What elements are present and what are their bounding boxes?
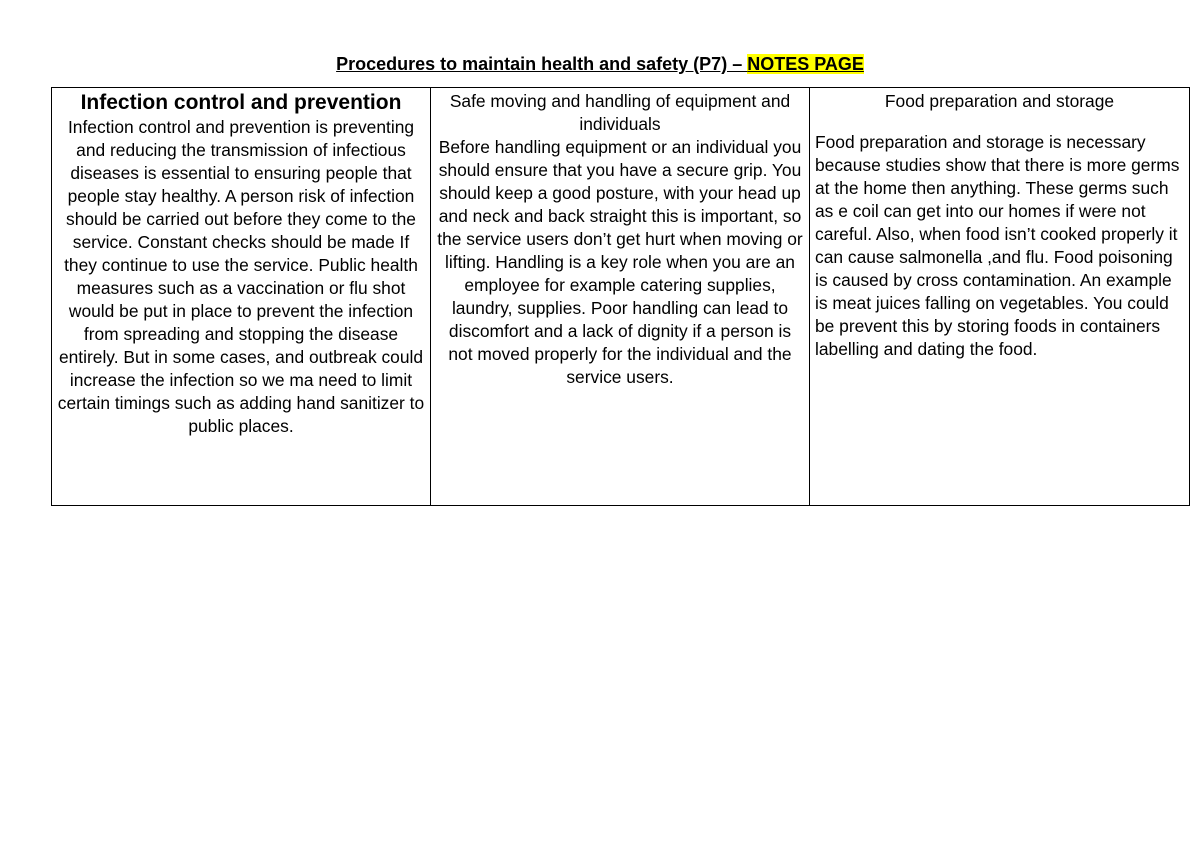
notes-table <box>51 87 1190 506</box>
food-preparation-heading: Food preparation and storage <box>884 91 1115 111</box>
food-preparation-cell <box>810 88 1190 506</box>
infection-control-cell <box>52 88 431 506</box>
table-row <box>52 88 1190 506</box>
infection-control-body: Infection control and prevention is preventing and reducing the transmission of infectious diseases is essential to ensuring people that people stay healthy. A person risk of infection should be carried out before they come to the service. Constant checks should be made If they continue to use the service. Public health measures such as a vaccination or flu shot would be put in place to prevent the infection from spreading and stopping the disease entirely. But in some cases, and outbreak could increase the infection so we ma need to limit certain timings such as adding hand sanitizer to public places. <box>57 117 425 436</box>
infection-control-heading: Infection control and prevention <box>80 91 402 114</box>
page-title-text: Procedures to maintain health and safety (P7) – <box>336 54 748 74</box>
moving-handling-cell <box>431 88 810 506</box>
food-preparation-body: Food preparation and storage is necessary because studies show that there is more germs at the home then anything. These germs such as e coil can get into our homes if were not careful. Also, when food isn’t cooked properly it can cause salmonella ,and flu. Food poisoning is caused by cross contamination. An example is meat juices falling on vegetables. You could be prevent this by storing foods in containers labelling and dating the food. <box>815 132 1180 359</box>
notes-page-highlight: NOTES PAGE <box>747 54 864 74</box>
page-title <box>0 52 1200 76</box>
moving-handling-body: Before handling equipment or an individual you should ensure that you have a secure grip. You should keep a good posture, with your head up and neck and back straight this is important, so the service users don’t get hurt when moving or lifting. Handling is a key role when you are an employee for example catering supplies, laundry, supplies. Poor handling can lead to discomfort and a lack of dignity if a person is not moved properly for the individual and the service users. <box>437 137 803 387</box>
moving-handling-heading: Safe moving and handling of equipment and individuals <box>449 91 791 134</box>
